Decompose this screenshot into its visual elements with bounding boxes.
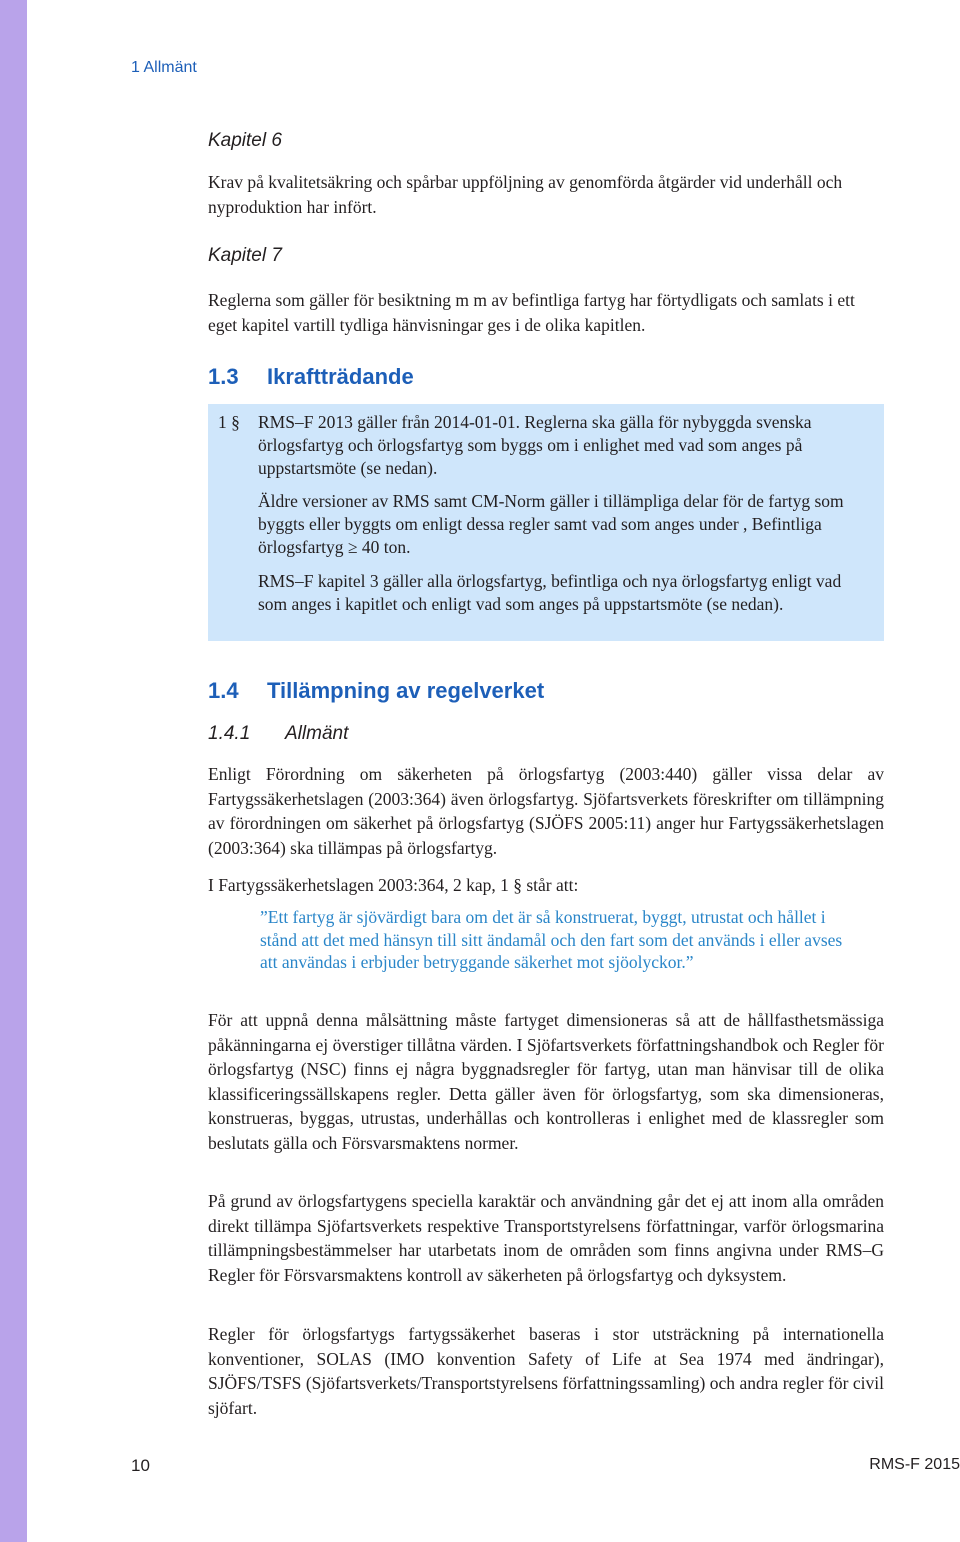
- law-quote: ”Ett fartyg är sjövärdigt bara om det är så konstruerat, byggt, utrustat och hållet i stånd att det med hänsyn till sitt ändamål och den fart som det används i eller avses att användas i erbjuder betryggande säkerhet mot sjöolyckor.”: [260, 907, 843, 972]
- chapter-6-heading: Kapitel 6: [208, 130, 282, 151]
- body-paragraph-5: Regler för örlogsfartygs fartygssäkerhet baseras i stor utsträckning på internationella konventioner, SOLAS (IMO konvention Safety of Life at Sea 1974 med ändringar), SJÖFS/TSFS (Sjöfartsverkets/Transportstyrelsens författningssamling) och andra regler för civil sjöfart.: [208, 1324, 884, 1418]
- body-paragraph-4: På grund av örlogsfartygens speciella karaktär och användning går det ej att inom alla områden direkt tillämpa Sjöfartsverkets respektive Transportstyrelsens författningar, varför örlogsmarina tillämpningsbestämmelser har utarbetats inom de områden som finns angivna under RMS–G Regler för Försvarsmaktens kontroll av säkerheten på örlogsfartyg och dyksystem.: [208, 1191, 884, 1285]
- section-number: 1.4: [208, 678, 239, 703]
- subsection-1-4-1-heading: [208, 723, 348, 745]
- body-paragraph-3: För att uppnå denna målsättning måste fartyget dimensioneras så att de hållfasthetsmässiga påkänningarna ej överstiger tillåtna värden. I Sjöfartsverkets författningshandbok och Regler för örlogsfartyg (NSC) finns ej några byggnadsregler för fartyg, utan man hänvisar till de olika klassificeringssällskapens regler. Detta gäller även för örlogsfartyg, som ska dimensioneras, konstrueras, byggas, utrustas, underhållas och kontrolleras i enlighet med de klassregler som beslutats gälla och Försvarsmaktens normer.: [208, 1010, 884, 1153]
- section-1-3-heading: [208, 364, 414, 390]
- section-number: 1.3: [208, 364, 239, 389]
- section-title: Ikraftträdande: [267, 364, 414, 389]
- section-1-4-heading: [208, 678, 544, 704]
- chapter-7-text: Reglerna som gäller för besiktning m m av befintliga fartyg har förtydligats och samlats i ett eget kapitel vartill tydliga hänvisningar ges i de olika kapitlen.: [208, 290, 855, 335]
- chapter-6-text: Krav på kvalitetsäkring och spårbar uppföljning av genomförda åtgärder vid underhåll och nyproduktion har infört.: [208, 172, 843, 217]
- subsection-number: 1.4.1: [208, 723, 251, 744]
- body-paragraph-2: I Fartygssäkerhetslagen 2003:364, 2 kap, 1 § står att:: [208, 875, 579, 895]
- page-number: 10: [131, 1456, 150, 1475]
- running-head: 1 Allmänt: [131, 59, 197, 76]
- document-id: RMS-F 2015: [869, 1456, 960, 1473]
- subsection-title: Allmänt: [285, 723, 349, 744]
- regulation-paragraph-3: RMS–F kapitel 3 gäller alla örlogsfartyg, befintliga och nya örlogsfartyg enligt vad som anges i kapitlet och enligt vad som anges på uppstartsmöte (se nedan).: [258, 571, 842, 614]
- regulation-paragraph-2: Äldre versioner av RMS samt CM-Norm gäller i tillämpliga delar för de fartyg som byggts eller byggts om enligt dessa regler samt vad som anges under , Befintliga örlogsfartyg ≥ 40 ton.: [258, 491, 844, 557]
- paragraph-label: 1 §: [218, 412, 240, 432]
- body-paragraph-1: Enligt Förordning om säkerheten på örlogsfartyg (2003:440) gäller vissa delar av Fartygssäkerhetslagen (2003:364) även örlogsfartyg. Sjöfartsverkets föreskrifter om tillämpning av förordningen om säkerhet på örlogsfartyg (SJÖFS 2005:11) anger hur Fartygssäkerhetslagen (2003:364) ska tillämpas på örlogsfartyg.: [208, 764, 884, 858]
- regulation-paragraph-1: RMS–F 2013 gäller från 2014-01-01. Reglerna ska gälla för nybyggda svenska örlogsfartyg och örlogsfartyg som byggs om i enlighet med vad som anges på uppstartsmöte (se nedan).: [258, 412, 812, 478]
- section-title: Tillämpning av regelverket: [267, 678, 545, 703]
- side-tab-stripe: [0, 0, 27, 1542]
- chapter-7-heading: Kapitel 7: [208, 245, 282, 266]
